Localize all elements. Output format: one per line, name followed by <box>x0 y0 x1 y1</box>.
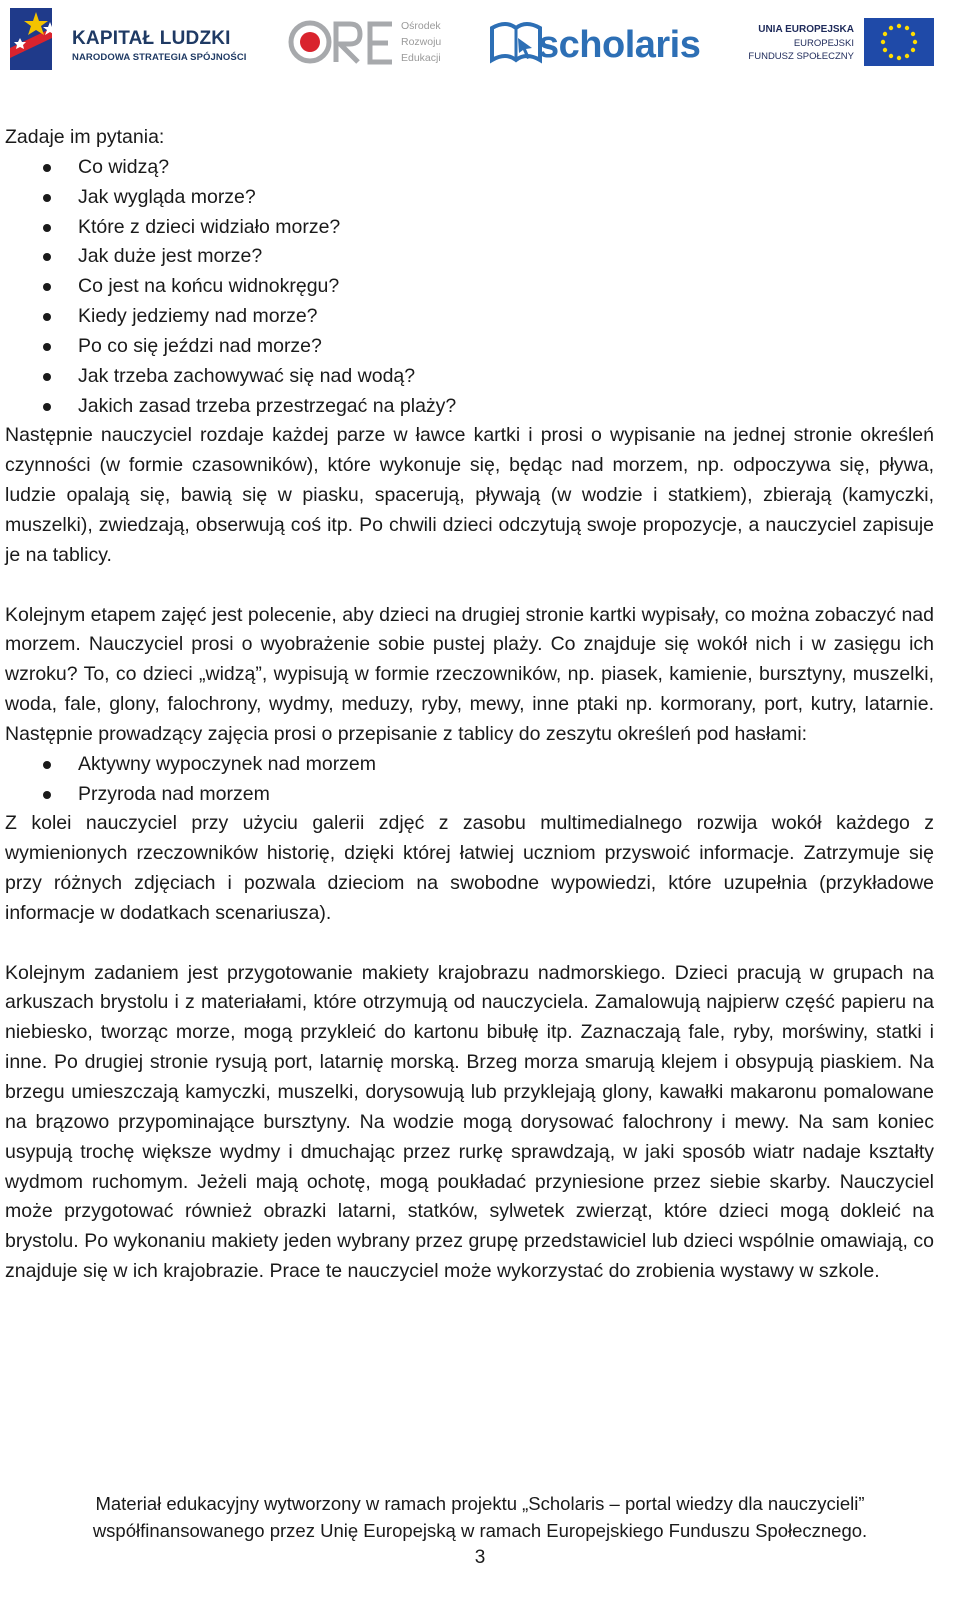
eu-line-3: FUNDUSZ SPOŁECZNY <box>748 51 854 62</box>
list-item: Które z dzieci widziało morze? <box>5 213 934 243</box>
paragraph-1: Następnie nauczyciel rozdaje każdej parze w ławce kartki i prosi o wypisanie na jednej stronie określeń czynności (w formie czasowników), które wykonuje się, będąc nad morzem, np. odpoczywa się, pływa, ludzie opalają się, bawią się w piasku, spacerują, pływają (w wodzie i statkiem), zbierają (kamyczki, muszelki), zwiedzają, obserwują coś itp. Po chwili dzieci odczytują swoje propozycje, a nauczyciel zapisuje je na tablicy. <box>5 424 934 566</box>
paragraph-2: Kolejnym etapem zajęć jest polecenie, aby dzieci na drugiej stronie kartki wypisały, co można zobaczyć nad morzem. Nauczyciel prosi o wyobrażenie sobie pustej plaży. Co znajduje się wokół nich i w zasięgu ich wzroku? To, co dzieci „widzą”, wypisują w formie rzeczowników, np. piasek, kamienie, bursztyny, muszelki, woda, fale, glony, falochrony, wydmy, meduzy, ryby, mewy, inne ptaki np. kormorany, port, kutry, latarnie. Następnie prowadzący zajęcia prosi o przepisanie z tablicy do zeszytu określeń pod hasłami: <box>5 603 934 745</box>
list-item: Kiedy jedziemy nad morze? <box>5 302 934 332</box>
bullet-icon <box>43 194 51 202</box>
kapital-ludzki-title: KAPITAŁ LUDZKI <box>72 28 231 49</box>
list-item: Jak duże jest morze? <box>5 242 934 272</box>
footer-line-1: Materiał edukacyjny wytworzony w ramach projektu „Scholaris – portal wiedzy dla nauczycieli” <box>95 1493 865 1514</box>
ore-mark-icon <box>288 18 398 66</box>
list-item: Jak wygląda morze? <box>5 183 934 213</box>
list-item: Jakich zasad trzeba przestrzegać na plaży? <box>5 392 934 422</box>
questions-intro: Zadaje im pytania: <box>5 126 165 148</box>
list-item: Co jest na końcu widnokręgu? <box>5 272 934 302</box>
bullet-icon <box>43 224 51 232</box>
kapital-ludzki-flag-icon <box>10 8 62 72</box>
ore-logo <box>288 18 463 68</box>
scholaris-wordmark: scholaris <box>538 24 701 66</box>
eu-flag-icon <box>864 18 934 66</box>
ore-word-3: Edukacji <box>401 52 441 64</box>
scholaris-logo <box>488 14 713 70</box>
bullet-icon <box>43 313 51 321</box>
ore-word-1: Ośrodek <box>401 20 441 32</box>
paragraph-spacer <box>5 571 934 601</box>
document-body <box>5 123 934 1287</box>
bullet-icon <box>43 761 51 769</box>
page-footer <box>0 1490 960 1571</box>
bullet-icon <box>43 253 51 261</box>
paragraph-spacer <box>5 929 934 959</box>
eu-line-2: EUROPEJSKI <box>793 38 854 49</box>
list-item: Aktywny wypoczynek nad morzem <box>5 750 934 780</box>
bullet-icon <box>43 373 51 381</box>
kapital-ludzki-logo <box>10 8 247 72</box>
list-item: Co widzą? <box>5 153 934 183</box>
paragraph-3: Z kolei nauczyciel przy użyciu galerii zdjęć z zasobu multimedialnego rozwija wokół każdego z wymienionych rzeczowników historię, dzięki której łatwiej uczniom przyswoić informacje. Zatrzymuje się przy różnych zdjęciach i pozwala dzieciom na swobodne wypowiedzi, które uzupełnia (przykładowe informacje w dodatkach scenariusza). <box>5 812 934 924</box>
list-item: Po co się jeździ nad morze? <box>5 332 934 362</box>
bullet-icon <box>43 283 51 291</box>
eu-line-1: UNIA EUROPEJSKA <box>758 24 854 35</box>
bullet-icon <box>43 791 51 799</box>
bullet-icon <box>43 403 51 411</box>
bullet-icon <box>43 164 51 172</box>
questions-list <box>5 153 934 422</box>
paragraph-4: Kolejnym zadaniem jest przygotowanie makiety krajobrazu nadmorskiego. Dzieci pracują w grupach na arkuszach brystolu i z materiałami, które otrzymują od nauczyciela. Zamalowują najpierw część papieru na niebiesko, tworząc morze, mogą przykleić do kartonu bibułę itp. Zaznaczają fale, ryby, morświny, statki i inne. Po drugiej stronie rysują port, latarnię morską. Brzeg morza smarują klejem i obsypują piaskiem. Na brzegu umieszczają kamyczki, muszelki, dorysowują lub przyklejają glony, kawałki makaronu pomalowane na brązowo przypominające bursztyny. Na wodzie mogą dorysować falochrony i mewy. Na sam koniec usypują trochę większe wydmy i dmuchając przez rurkę sprawdzają, w jaki sposób wiatr nadaje kształty wydmom ruchomym. Jeżeli mają ochotę, mogą poukładać przyniesione przez siebie skarby. Nauczyciel może przygotować również obrazki latarni, statków, sylwetek zwierząt, które dzieci mogą dokleić na brystolu. Po wykonaniu makiety jeden wybrany przez grupę przedstawiciel lub dzieci wspólnie omawiają, co znajduje się w ich krajobrazie. Prace te nauczyciel może wykorzystać do zrobienia wystawy w szkole. <box>5 961 934 1283</box>
eu-logo <box>748 18 934 68</box>
ore-word-2: Rozwoju <box>401 36 442 48</box>
headings-list <box>5 750 934 810</box>
list-item: Przyroda nad morzem <box>5 780 934 810</box>
bullet-icon <box>43 343 51 351</box>
footer-line-2: współfinansowanego przez Unię Europejską w ramach Europejskiego Funduszu Społecznego. <box>92 1520 868 1541</box>
kapital-ludzki-subtitle: NARODOWA STRATEGIA SPÓJNOŚCI <box>72 52 247 63</box>
page-number: 3 <box>474 1547 486 1568</box>
logo-bar <box>0 0 960 90</box>
list-item: Jak trzeba zachowywać się nad wodą? <box>5 362 934 392</box>
